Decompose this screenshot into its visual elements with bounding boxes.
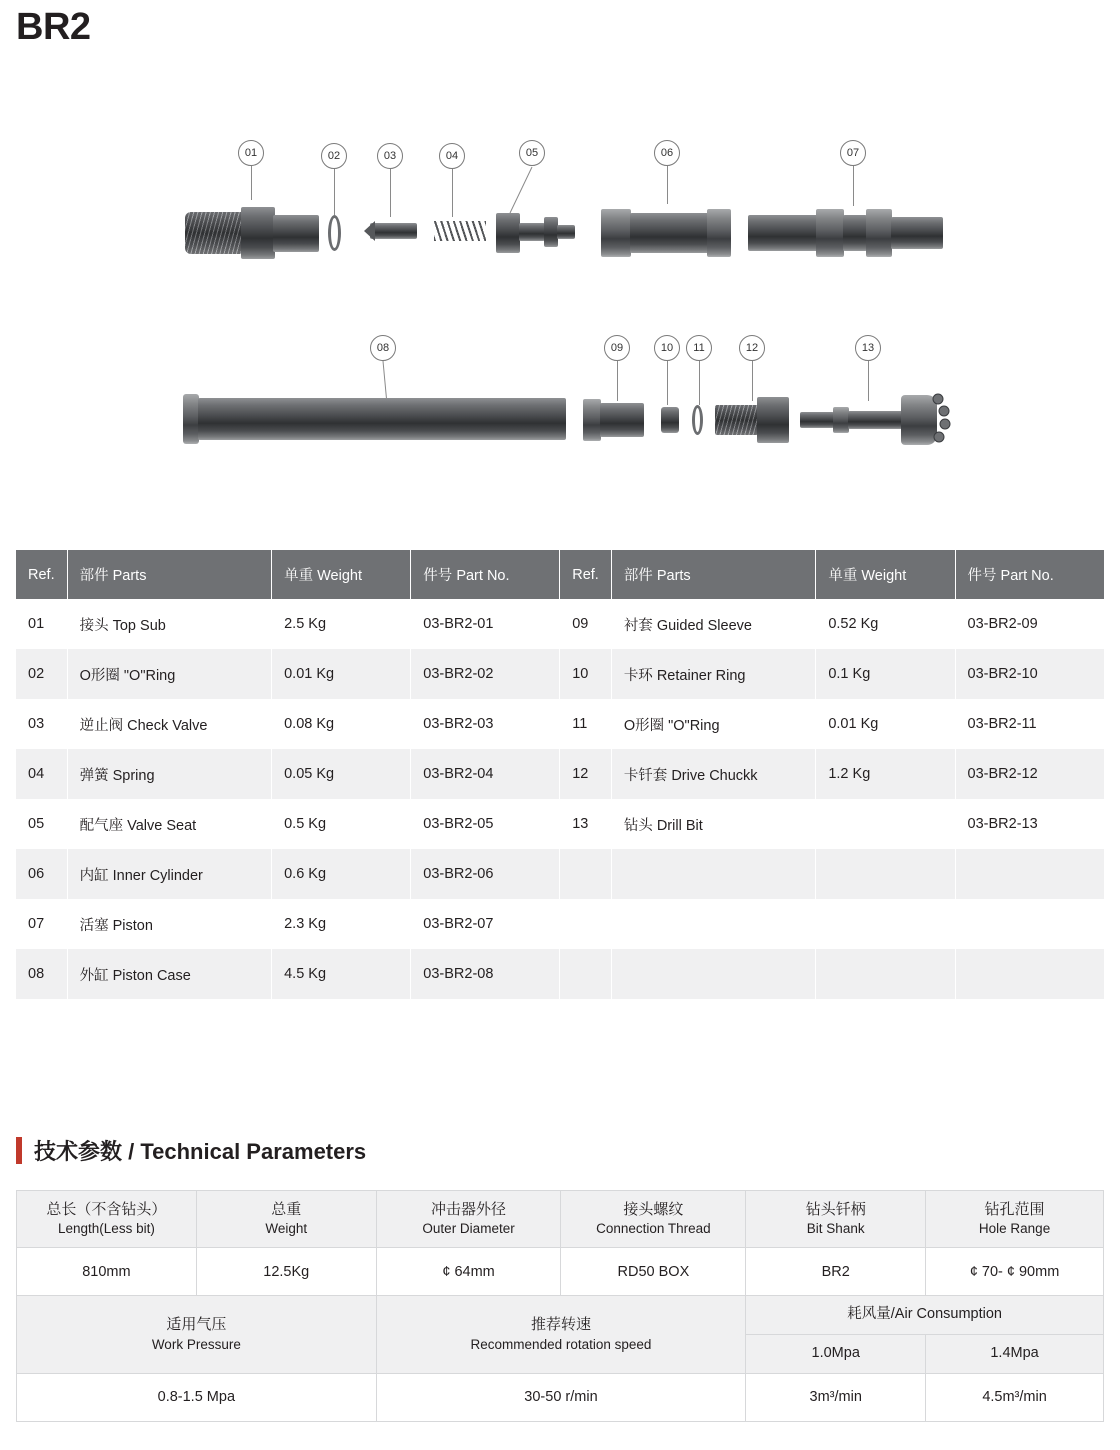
part-check-valve: [370, 223, 417, 239]
table-row: [16, 599, 1104, 649]
cell-ref: 08: [16, 949, 67, 999]
tech-value-length: 810mm: [17, 1248, 197, 1296]
parts-table: [16, 550, 1104, 999]
leader-03: [390, 169, 391, 217]
tech-header-length: 总长（不含钻头） Length(Less bit): [17, 1191, 197, 1248]
cell-partno: 03-BR2-09: [955, 599, 1104, 649]
table-row: [16, 899, 1104, 949]
leader-10: [667, 361, 668, 405]
cell-partno: 03-BR2-01: [411, 599, 560, 649]
tech-header-weight: 总重 Weight: [196, 1191, 376, 1248]
tech-parameters-title: 技术参数 / Technical Parameters: [34, 1139, 367, 1164]
cell-part: 衬套 Guided Sleeve: [611, 599, 816, 649]
part-retainer-ring: [661, 407, 679, 433]
leader-12: [752, 361, 753, 401]
cell-weight: 0.5 Kg: [272, 799, 411, 849]
cell-partno: [955, 949, 1104, 999]
cell-partno: 03-BR2-05: [411, 799, 560, 849]
table-row: [16, 799, 1104, 849]
cell-ref: 07: [16, 899, 67, 949]
table-row: [16, 749, 1104, 799]
leader-02: [334, 169, 335, 215]
tech-value-work-pressure: 0.8-1.5 Mpa: [17, 1373, 377, 1421]
cell-partno: 03-BR2-03: [411, 699, 560, 749]
leader-04: [452, 169, 453, 217]
part-piston-case-end: [183, 394, 199, 444]
part-top-sub-collar: [241, 207, 275, 259]
part-top-sub-thread: [185, 212, 243, 254]
tech-header-bit-shank: 钻头钎柄 Bit Shank: [746, 1191, 926, 1248]
cell-partno: 03-BR2-08: [411, 949, 560, 999]
cell-partno: 03-BR2-12: [955, 749, 1104, 799]
cell-partno: 03-BR2-13: [955, 799, 1104, 849]
cell-ref: [560, 849, 612, 899]
cell-weight: 2.5 Kg: [272, 599, 411, 649]
cell-part: O形圈 "O"Ring: [67, 649, 272, 699]
tech-header-row-1: [17, 1191, 1104, 1248]
cell-ref: [560, 949, 612, 999]
part-piston-rear: [748, 215, 818, 251]
tech-parameters-table: [16, 1190, 1104, 1422]
cell-ref: 11: [560, 699, 612, 749]
accent-bar: [16, 1137, 22, 1164]
part-drive-chuck-body: [757, 397, 789, 443]
leader-05: [500, 165, 550, 215]
part-piston-case-body: [198, 398, 566, 440]
cell-partno: 03-BR2-11: [955, 699, 1104, 749]
cell-part: O形圈 "O"Ring: [611, 699, 816, 749]
cell-weight: 0.1 Kg: [816, 649, 955, 699]
part-valve-seat-head: [496, 213, 520, 253]
tech-header-outer-diameter: 冲击器外径 Outer Diameter: [376, 1191, 561, 1248]
part-top-sub-body: [273, 215, 319, 252]
part-check-valve-tip: [364, 221, 376, 241]
cell-weight: [816, 849, 955, 899]
tech-header-air-consumption: 耗风量/Air Consumption: [746, 1296, 1104, 1335]
callout-11: 11: [686, 335, 712, 361]
leader-01: [251, 166, 252, 200]
cell-part: 接头 Top Sub: [67, 599, 272, 649]
callout-07: 07: [840, 140, 866, 166]
cell-weight: 0.01 Kg: [816, 699, 955, 749]
cell-part: 钻头 Drill Bit: [611, 799, 816, 849]
header-ref-left: Ref.: [16, 550, 67, 599]
cell-weight: 2.3 Kg: [272, 899, 411, 949]
cell-weight: [816, 799, 955, 849]
part-inner-cylinder-body: [630, 213, 710, 253]
cell-part: 外缸 Piston Case: [67, 949, 272, 999]
table-row: [16, 849, 1104, 899]
cell-part: 卡环 Retainer Ring: [611, 649, 816, 699]
cell-ref: 01: [16, 599, 67, 649]
table-row: [16, 949, 1104, 999]
cell-partno: 03-BR2-06: [411, 849, 560, 899]
header-ref-right: Ref.: [560, 550, 612, 599]
header-weight-left: 单重 Weight: [272, 550, 411, 599]
cell-ref: 05: [16, 799, 67, 849]
cell-weight: 0.05 Kg: [272, 749, 411, 799]
cell-part: [611, 849, 816, 899]
callout-08: 08: [370, 335, 396, 361]
tech-value-connection-thread: RD50 BOX: [561, 1248, 746, 1296]
header-parts-left: 部件 Parts: [67, 550, 272, 599]
part-valve-seat-stem: [557, 225, 575, 239]
callout-05: 05: [519, 140, 545, 166]
part-piston-flange-1: [816, 209, 844, 257]
part-spring: [434, 221, 486, 241]
cell-part: 弹簧 Spring: [67, 749, 272, 799]
part-piston-mid: [843, 215, 867, 251]
tech-header-air-1-4mpa: 1.4Mpa: [926, 1335, 1104, 1374]
cell-part: [611, 949, 816, 999]
callout-10: 10: [654, 335, 680, 361]
cell-weight: 0.6 Kg: [272, 849, 411, 899]
callout-09: 09: [604, 335, 630, 361]
callout-01: 01: [238, 140, 264, 166]
tech-value-rotation-speed: 30-50 r/min: [376, 1373, 746, 1421]
cell-ref: 06: [16, 849, 67, 899]
part-piston-flange-2: [866, 209, 892, 257]
tech-value-air-1-4mpa: 4.5m³/min: [926, 1373, 1104, 1421]
part-o-ring-11: [692, 405, 703, 435]
cell-part: 逆止阀 Check Valve: [67, 699, 272, 749]
part-valve-seat-neck: [519, 223, 545, 241]
tech-value-row-1: [17, 1248, 1104, 1296]
part-guided-sleeve-body: [600, 403, 644, 437]
tech-value-hole-range: ¢ 70- ¢ 90mm: [926, 1248, 1104, 1296]
part-drill-bit-buttons: [930, 391, 956, 449]
leader-09: [617, 361, 618, 401]
cell-weight: 1.2 Kg: [816, 749, 955, 799]
cell-part: [611, 899, 816, 949]
part-o-ring-02: [328, 215, 341, 251]
callout-02: 02: [321, 143, 347, 169]
tech-value-outer-diameter: ¢ 64mm: [376, 1248, 561, 1296]
exploded-diagram: [0, 95, 1120, 495]
cell-weight: 0.01 Kg: [272, 649, 411, 699]
header-partno-left: 件号 Part No.: [411, 550, 560, 599]
cell-ref: 12: [560, 749, 612, 799]
part-inner-cylinder-end: [601, 209, 631, 257]
tech-value-weight: 12.5Kg: [196, 1248, 376, 1296]
table-row: [16, 699, 1104, 749]
part-drill-bit-collar: [833, 407, 849, 433]
part-drill-bit-shank: [800, 412, 834, 428]
cell-weight: 0.08 Kg: [272, 699, 411, 749]
tech-value-bit-shank: BR2: [746, 1248, 926, 1296]
callout-03: 03: [377, 143, 403, 169]
part-drive-chuck-thread: [715, 405, 759, 435]
cell-weight: 4.5 Kg: [272, 949, 411, 999]
cell-ref: 13: [560, 799, 612, 849]
part-inner-cylinder-tail: [707, 209, 731, 257]
tech-header-connection-thread: 接头螺纹 Connection Thread: [561, 1191, 746, 1248]
cell-part: 内缸 Inner Cylinder: [67, 849, 272, 899]
cell-ref: [560, 899, 612, 949]
cell-part: 卡钎套 Drive Chuckk: [611, 749, 816, 799]
tech-header-air-1-0mpa: 1.0Mpa: [746, 1335, 926, 1374]
cell-partno: 03-BR2-04: [411, 749, 560, 799]
cell-weight: [816, 899, 955, 949]
cell-ref: 09: [560, 599, 612, 649]
cell-partno: [955, 899, 1104, 949]
tech-parameters-heading: [16, 1135, 366, 1166]
part-guided-sleeve-end: [583, 399, 601, 441]
page-title: BR2: [16, 6, 91, 48]
tech-header-work-pressure: 适用气压 Work Pressure: [17, 1296, 377, 1373]
header-partno-right: 件号 Part No.: [955, 550, 1104, 599]
header-parts-right: 部件 Parts: [611, 550, 816, 599]
cell-ref: 04: [16, 749, 67, 799]
callout-04: 04: [439, 143, 465, 169]
leader-06: [667, 166, 668, 204]
callout-12: 12: [739, 335, 765, 361]
cell-weight: 0.52 Kg: [816, 599, 955, 649]
callout-13: 13: [855, 335, 881, 361]
cell-ref: 10: [560, 649, 612, 699]
cell-weight: [816, 949, 955, 999]
callout-06: 06: [654, 140, 680, 166]
tech-value-air-1-0mpa: 3m³/min: [746, 1373, 926, 1421]
cell-partno: [955, 849, 1104, 899]
part-drill-bit-neck: [848, 411, 904, 429]
cell-ref: 02: [16, 649, 67, 699]
table-header-row: [16, 550, 1104, 599]
leader-13: [868, 361, 869, 401]
leader-11: [699, 361, 700, 405]
cell-part: 活塞 Piston: [67, 899, 272, 949]
cell-ref: 03: [16, 699, 67, 749]
part-piston-nose: [891, 217, 943, 249]
cell-partno: 03-BR2-02: [411, 649, 560, 699]
cell-partno: 03-BR2-10: [955, 649, 1104, 699]
tech-header-hole-range: 钻孔范围 Hole Range: [926, 1191, 1104, 1248]
tech-header-row-2: [17, 1296, 1104, 1335]
header-weight-right: 单重 Weight: [816, 550, 955, 599]
tech-value-row-2: [17, 1373, 1104, 1421]
cell-part: 配气座 Valve Seat: [67, 799, 272, 849]
tech-header-rotation-speed: 推荐转速 Recommended rotation speed: [376, 1296, 746, 1373]
leader-07: [853, 166, 854, 206]
part-valve-seat-flange: [544, 217, 558, 247]
table-row: [16, 649, 1104, 699]
cell-partno: 03-BR2-07: [411, 899, 560, 949]
